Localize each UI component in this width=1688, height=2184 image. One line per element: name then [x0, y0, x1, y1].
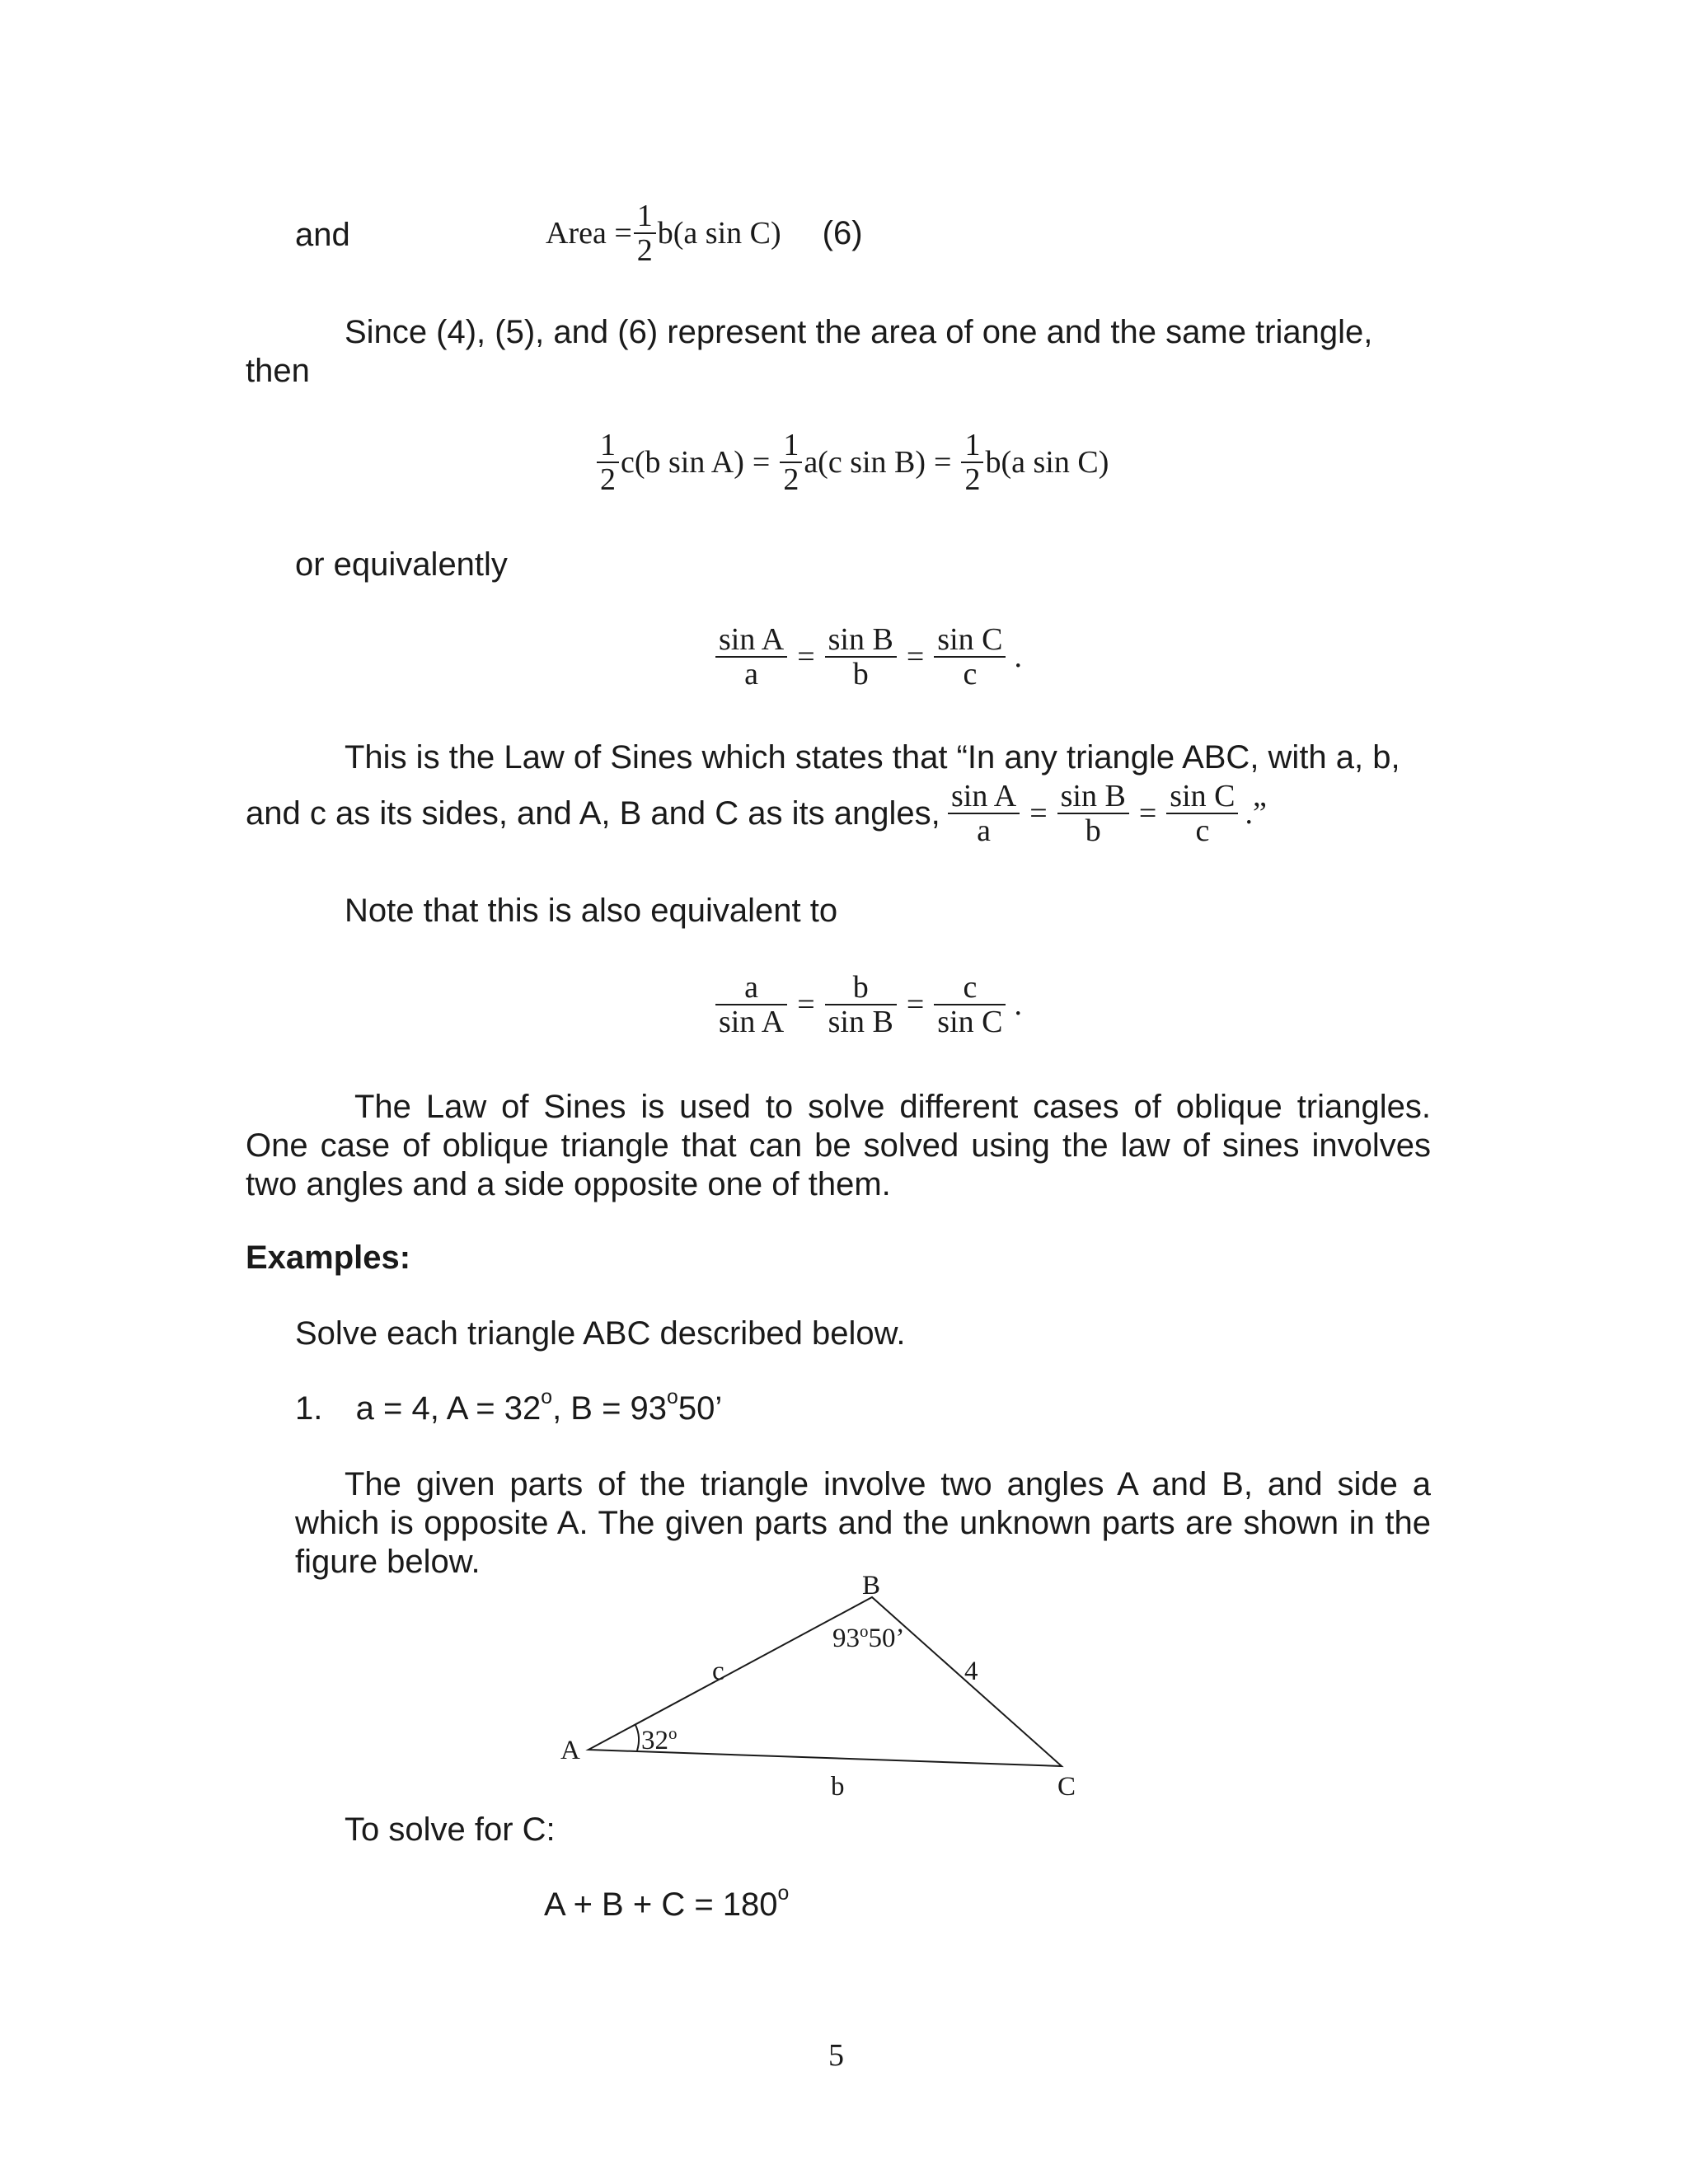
inline-ratio-a-num: sin A — [948, 780, 1020, 814]
degree-mark: o — [860, 1621, 869, 1641]
area-term-3-fraction — [961, 429, 983, 496]
inline-ratio-b — [1057, 780, 1129, 847]
page-number: 5 — [828, 2038, 844, 2073]
equals-sign: = — [906, 987, 925, 1022]
eq6-den: 2 — [636, 233, 653, 268]
solve-for-c: To solve for C: — [345, 1811, 556, 1848]
area-term-1-den: 2 — [600, 462, 616, 497]
angle-a-value: 32 — [641, 1726, 668, 1755]
area-term-3-den: 2 — [964, 462, 981, 497]
eq6-rest: b(a sin C) — [657, 216, 781, 251]
law-use-paragraph: The Law of Sines is used to solve different cases of oblique triangles. One case of oblique triangle that can be solved using the law of sines involves two angles and a side opposite one of them. — [246, 1089, 1431, 1202]
example-1-number: 1. — [295, 1390, 323, 1427]
degree-mark: o — [777, 1882, 790, 1905]
ratio-a-den: a — [744, 657, 759, 691]
inverse-ratio-b-num: b — [825, 971, 897, 1005]
area-term-2-fraction — [780, 429, 802, 496]
ratio-b-num: sin B — [825, 623, 897, 658]
law-statement-line-2: and c as its sides, and A, B and C as its angles, — [246, 795, 940, 832]
area-term-1-fraction — [597, 429, 619, 496]
example-1-b-minutes: 50’ — [678, 1390, 723, 1427]
example-1 — [295, 1385, 723, 1428]
angle-a-label — [641, 1723, 678, 1755]
ratio-b-den: b — [852, 657, 869, 691]
end-period: . — [1014, 987, 1022, 1022]
law-statement-close: .” — [1245, 796, 1267, 831]
example-1-a-part: a = 4, A = 32 — [355, 1390, 542, 1427]
equal-areas-equation — [595, 429, 1109, 496]
since-line: Since (4), (5), and (6) represent the area of one and the same triangle, — [345, 314, 1373, 350]
equals-sign: = — [797, 987, 815, 1022]
ratio-c-den: c — [963, 657, 978, 691]
area-term-1: c(b sin A) — [621, 445, 744, 480]
inverse-ratio-a-num: a — [715, 971, 787, 1005]
area-term-3: b(a sin C) — [985, 445, 1109, 480]
eq6-label: (6) — [822, 214, 863, 251]
equals-sign: = — [1029, 796, 1048, 831]
angle-b-value: 93 — [832, 1624, 860, 1653]
law-statement-line-1: This is the Law of Sines which states that “In any triangle ABC, with a, b, — [345, 739, 1400, 776]
inverse-ratio-c-num: c — [934, 971, 1006, 1005]
ratio-a — [715, 623, 787, 691]
solve-instruction: Solve each triangle ABC described below. — [295, 1315, 906, 1352]
area-term-2-den: 2 — [783, 462, 799, 497]
degree-mark: o — [667, 1385, 678, 1408]
vertex-c-label: C — [1057, 1772, 1076, 1802]
inline-ratio-c-num: sin C — [1166, 780, 1238, 814]
equals-sign: = — [1138, 796, 1157, 831]
angle-sum-expr: A + B + C = 180 — [544, 1886, 778, 1923]
inverse-ratio-a — [715, 971, 787, 1038]
note-line: Note that this is also equivalent to — [345, 893, 838, 929]
then-word: then — [246, 353, 310, 389]
side-c-label: c — [712, 1657, 724, 1686]
degree-mark: o — [541, 1385, 553, 1408]
equals-sign: = — [934, 445, 952, 480]
angle-b-label — [832, 1621, 905, 1653]
examples-heading: Examples: — [246, 1240, 411, 1276]
area-term-2: a(c sin B) — [804, 445, 926, 480]
inverse-ratio-a-den: sin A — [719, 1005, 785, 1039]
area-term-1-num: 1 — [597, 429, 619, 463]
vertex-a-label: A — [560, 1736, 580, 1765]
example-1-b-part: , B = 93 — [552, 1390, 668, 1427]
given-paragraph: The given parts of the triangle involve two angles A and B, and side a which is opposite A. The given parts and the unknown parts are shown in the figure below. — [295, 1466, 1431, 1580]
or-equivalently: or equivalently — [295, 546, 508, 583]
angle-b-minutes: 50’ — [868, 1624, 905, 1653]
area-term-2-num: 1 — [780, 429, 802, 463]
equals-sign: = — [906, 640, 925, 674]
inline-ratio-b-den: b — [1085, 813, 1101, 848]
inline-ratio-c — [1166, 780, 1238, 847]
eq6-fraction — [634, 199, 656, 267]
equation-6 — [546, 199, 863, 267]
side-a-label: 4 — [964, 1657, 978, 1686]
ratio-a-num: sin A — [715, 623, 787, 658]
law-statement-inline-equation — [946, 780, 1267, 847]
end-period: . — [1014, 640, 1022, 674]
law-of-sines-inverse-equation — [714, 971, 1022, 1038]
inline-ratio-a — [948, 780, 1020, 847]
inverse-ratio-c-den: sin C — [937, 1005, 1003, 1039]
law-of-sines-equation — [714, 623, 1022, 691]
intro-and: and — [295, 217, 350, 253]
ratio-c-num: sin C — [934, 623, 1006, 658]
inverse-ratio-b-den: sin B — [828, 1005, 893, 1039]
inline-ratio-c-den: c — [1195, 813, 1210, 848]
side-b-label: b — [831, 1772, 845, 1802]
angle-sum-equation — [544, 1882, 790, 1924]
inline-ratio-a-den: a — [977, 813, 992, 848]
degree-mark: o — [668, 1723, 678, 1743]
inline-ratio-b-num: sin B — [1057, 780, 1129, 814]
inverse-ratio-b — [825, 971, 897, 1038]
eq6-num: 1 — [634, 199, 656, 234]
area-term-3-num: 1 — [961, 429, 983, 463]
vertex-b-label: B — [862, 1571, 881, 1601]
angle-a-arc — [635, 1725, 639, 1750]
triangle-abc — [588, 1597, 1062, 1766]
ratio-b — [825, 623, 897, 691]
inverse-ratio-c — [934, 971, 1006, 1038]
equals-sign: = — [797, 640, 815, 674]
ratio-c — [934, 623, 1006, 691]
eq6-lhs: Area = — [546, 216, 632, 251]
equals-sign: = — [752, 445, 771, 480]
